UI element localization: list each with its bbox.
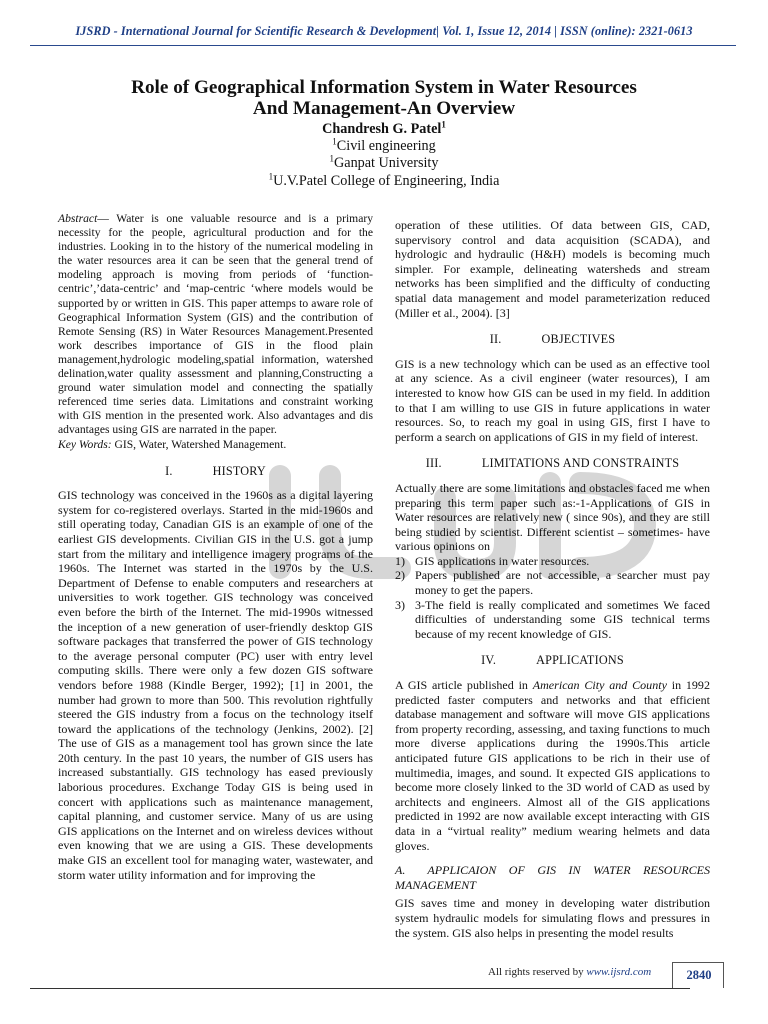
list-item (395, 568, 710, 597)
journal-header-text: IJSRD - International Journal for Scientific Research & Development| Vol. 1, Issue 12, 2014 | ISSN (online): 2321-0613 (75, 24, 693, 38)
section-heading-limitations (395, 456, 710, 471)
affiliation-text: Ganpat University (334, 155, 439, 171)
affiliation-sup: 1 (332, 136, 337, 147)
section-number: II. (489, 332, 502, 347)
page-number-box (672, 962, 724, 988)
section-title: LIMITATIONS AND CONSTRAINTS (481, 456, 680, 471)
applications-paragraph (395, 678, 710, 853)
section-number: I. (165, 463, 173, 478)
section-heading-history (58, 464, 373, 479)
author-name (0, 121, 768, 138)
footer-divider (30, 988, 690, 989)
author-sup: 1 (441, 119, 446, 130)
list-item (395, 598, 710, 642)
limitations-list (395, 554, 710, 642)
keywords-label: Key Words: (58, 437, 112, 451)
abstract-label: Abstract (58, 212, 98, 225)
right-column (395, 218, 710, 940)
list-item-number: 1) (395, 553, 406, 568)
subsection-heading (395, 863, 710, 892)
section-heading-objectives (395, 332, 710, 347)
section-number: IV. (481, 653, 497, 668)
applications-text-a: A GIS article published in (395, 678, 533, 693)
list-item-text: 3-The field is really complicated and sometimes We faced difficulties of understanding some GIS technical terms because of my recent knowledge of GIS. (415, 597, 710, 641)
section-title: APPLICATIONS (536, 653, 624, 668)
subsection-title: APPLICAION OF GIS IN WATER RESOURCES MANAGEMENT (395, 863, 710, 892)
header-divider (30, 45, 736, 46)
paper-title (60, 77, 708, 119)
affiliation-sup: 1 (268, 171, 274, 182)
page-number: 2840 (686, 968, 712, 982)
affiliation-sup: 1 (329, 153, 335, 164)
subsection-label: A. (395, 863, 406, 878)
section-title: OBJECTIVES (541, 332, 616, 347)
affiliation-3 (0, 173, 768, 190)
affiliation-2 (0, 155, 768, 172)
footer-rights-text: All rights reserved by (488, 966, 587, 978)
subsection-paragraph: GIS saves time and money in developing water distribution system hydraulic models for simulating flows and pressures in the system. GIS also helps in presenting the model results (395, 896, 710, 940)
author-name-text: Chandresh G. Patel (322, 121, 442, 137)
abstract-text: — Water is one valuable resource and is a primary necessity for the people, agricultural production and for the industries. Looking in to the history of the numerical modeling in the water resources area it can be seen that the general trend of modeling approach is moving from periods of ‘function-centric’,’data-centric’ and ‘map-centric ‘where models would be supported by or written in GIS. This paper attemps to aware role of Geographical Information System (GIS) and the contribution of Remote Sensing (RS) in Water Resources Management.Presented work describes importance of GIS in the flood plain management,hydrologic modeling,spatial information, watershed delination,water quality assessment and planning,Constructing a ground water simulation model and connecting the spatially referenced time series data. Limitations and constraint working with GIS mention in the presented work. Also advantages and dis advantages using GIS are narrated in the paper. (58, 212, 373, 437)
history-paragraph: GIS technology was conceived in the 1960s as a digital layering system for co-registered overlays. Started in the mid-1960s and still operating today, Canadian GIS is an example of one of the earliest GIS developments. Civilian GIS in the U.S. got a jump start from the military and intelligence imagery programs of the 1960s. The Internet was started in the 1970s by the U.S. Department of Defense to enable computers and researchers at universities to work together. GIS technology was conceived even before the birth of the Internet. The mid-1990s witnessed the inception of a new generation of user-friendly desktop GIS software packages that transferred the power of GIS technology to the average personal computer (PC) user with entry level computing skills. There were only a few dozen GIS software vendors before 1988 (Kindle Berger, 1992); [1] in 2001, the number had grown to more than 500. This revolution rightfully steered the GIS industry from a focus on the technology itself toward the applications of the technology (Jenkins, 2002). [2] The use of GIS as a management tool has grown since the late 20th century. In the past 10 years, the number of GIS users has increased substantially. GIS technology has eased previously laborious procedures. Exchange Today GIS is being used in concert with applications such as maintenance management, capital planning, and customer service. Many of us are using GIS applications on the Internet and on wireless devices without even knowing that we are using a GIS. These developments make GIS an excellent tool for managing water, wastewater, and storm water utility information and for improving the (58, 488, 373, 882)
list-item-text: Papers published are not accessible, a searcher must pay money to get the papers. (415, 568, 710, 598)
section-number: III. (425, 456, 442, 471)
list-item (395, 554, 710, 569)
applications-journal-name: American City and County (532, 678, 667, 693)
list-item-text: GIS applications in water resources. (415, 553, 590, 568)
footer-url-link[interactable]: www.ijsrd.com (586, 966, 652, 978)
abstract (58, 212, 373, 438)
keywords-text: GIS, Water, Watershed Management. (111, 437, 287, 451)
objectives-paragraph: GIS is a new technology which can be used as an effective tool at any science. As a civil engineer (water resources), I am interested to know how GIS can be used in my field. In addition to that I am willing to use GIS in future applications in water resources. So, to reach my goal in using GIS, first I have to perform a search on applications of GIS in my field of interest. (395, 356, 710, 444)
limitations-paragraph: Actually there are some limitations and obstacles faced me when preparing this term paper such as:-1-Applications of GIS in Water resources are relatively new ( since 90s), and they are still being studied by scientist. Different scientist – sometimes- have various opinions on (395, 480, 710, 554)
affiliation-1 (0, 138, 768, 155)
affiliation-text: Civil engineering (336, 138, 436, 154)
journal-header (0, 20, 768, 46)
title-line-1: Role of Geographical Information System in Water Resources (131, 77, 637, 98)
affiliation-text: U.V.Patel College of Engineering, India (273, 173, 500, 189)
list-item-number: 3) (395, 597, 406, 612)
section-title: HISTORY (212, 463, 266, 478)
keywords (58, 438, 373, 452)
left-column (58, 212, 373, 882)
applications-text-b: in 1992 predicted faster computers and networks and that efficient database management and software will move GIS applications from property recording, assessing, and taxing functions to much more diverse applications during the 1990s.This article anticipated future GIS applications to be rich in their use of multimedia, images, and sound. It expected GIS applications to become more closely linked to the 3D world of CAD as used by architects and engineers. Almost all of the GIS applications predicted in 1992 are now available except interacting with GIS data in a “virtual reality” medium wearing helmets and data gloves. (395, 678, 710, 853)
title-line-2: And Management-An Overview (252, 98, 516, 119)
footer-rights (488, 966, 651, 978)
list-item-number: 2) (395, 568, 406, 583)
history-continued-paragraph: operation of these utilities. Of data between GIS, CAD, supervisory control and data acquisition (SCADA), and hydrologic and hydraulic (H&H) models is becoming much simpler. For example, delineating watersheds and stream networks has been simplified and the difficulty of conducting spatial data management and model parameterization reduced (Miller et al., 2004). [3] (395, 218, 710, 320)
section-heading-applications (395, 653, 710, 668)
